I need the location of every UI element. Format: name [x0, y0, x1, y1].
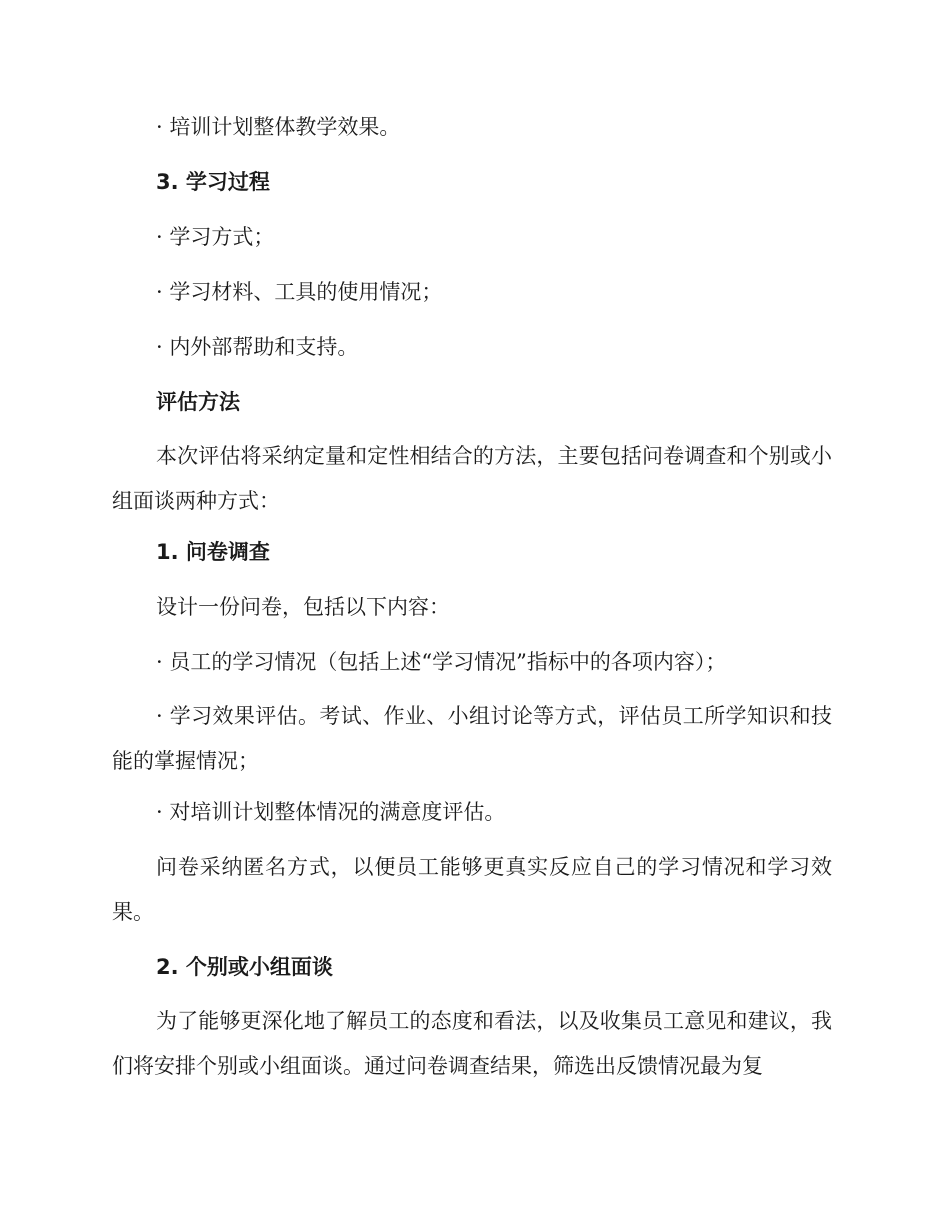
bullet-learning-situation: · 员工的学习情况（包括上述“学习情况”指标中的各项内容）； [156, 650, 727, 674]
heading-questionnaire: 1. 问卷调查 [156, 540, 270, 564]
bullet-materials-tools: · 学习材料、工具的使用情况； [156, 280, 443, 304]
heading-learning-process: 3. 学习过程 [156, 170, 270, 194]
heading-interview: 2. 个别或小组面谈 [156, 955, 333, 979]
paragraph-interview: 为了能够更深化地了解员工的态度和看法，以及收集员工意见和建议，我们将安排个别或小组面谈。通过问卷调查结果，筛选出反馈情况最为复 [112, 1009, 832, 1078]
bullet-satisfaction: · 对培训计划整体情况的满意度评估。 [156, 800, 506, 824]
paragraph-evaluation-method: 本次评估将采纳定量和定性相结合的方法，主要包括问卷调查和个别或小组面谈两种方式： [112, 444, 832, 513]
bullet-learning-mode: · 学习方式； [156, 225, 275, 249]
paragraph-design-questionnaire: 设计一份问卷，包括以下内容： [156, 595, 450, 619]
paragraph-anonymous: 问卷采纳匿名方式，以便员工能够更真实反应自己的学习情况和学习效果。 [112, 855, 832, 924]
heading-evaluation-method: 评估方法 [156, 390, 240, 414]
bullet-overall-teaching-effect: · 培训计划整体教学效果。 [156, 115, 401, 139]
bullet-learning-effect: · 学习效果评估。考试、作业、小组讨论等方式，评估员工所学知识和技能的掌握情况； [112, 704, 832, 773]
bullet-help-support: · 内外部帮助和支持。 [156, 335, 359, 359]
